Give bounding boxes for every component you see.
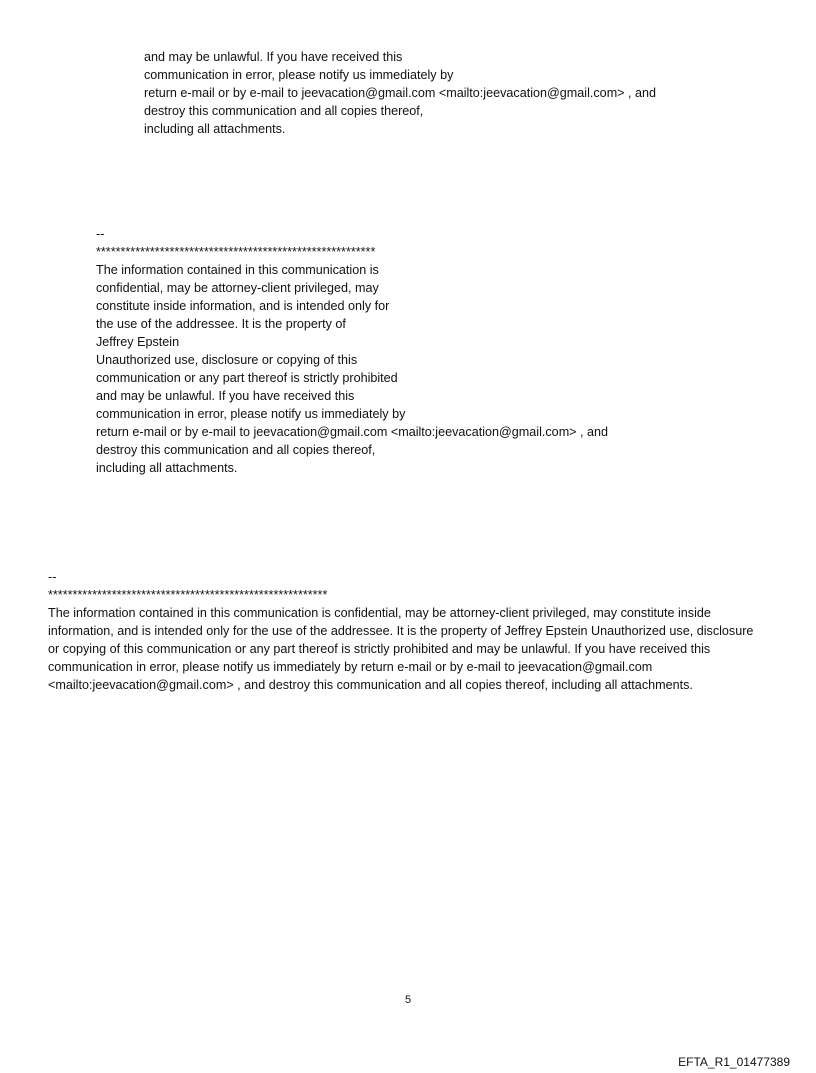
text-line: destroy this communication and all copies thereof, [96,443,376,457]
separator-stars: ********************************************************* [48,588,328,602]
text-line: Unauthorized use, disclosure or copying of this [96,353,358,367]
text-line: return e-mail or by e-mail to jeevacation@gmail.com <mailto:jeevacation@gmail.com> , and [96,425,609,439]
quoted-disclaimer-level-1 [96,225,608,477]
text-line: communication in error, please notify us immediately by [96,407,406,421]
text-line: the use of the addressee. It is the property of [96,317,346,331]
text-line: constitute inside information, and is intended only for [96,299,390,313]
text-line: The information contained in this communication is [96,263,379,277]
text-line: destroy this communication and all copies thereof, [144,104,424,118]
separator-stars: ********************************************************* [96,245,376,259]
page-number: 5 [404,994,412,1006]
disclaimer-paragraph: The information contained in this communication is confidential, may be attorney-client privileged, may constitute inside information, and is intended only for the use of the addressee. It is the property of Jeffrey Epstein Unauthorized use, disclosure or copying of this communication or any part thereof is strictly prohibited and may be unlawful. If you have received this communication in error, please notify us immediately by return e-mail or by e-mail to jeevacation@gmail.com <mailto:jeevacation@gmail.com> , and destroy this communication and all copies thereof, including all attachments. [48,606,754,692]
text-line: and may be unlawful. If you have received this [144,50,403,64]
text-line: return e-mail or by e-mail to jeevacation@gmail.com <mailto:jeevacation@gmail.com> , and [144,86,657,100]
separator-dash: -- [48,570,57,584]
separator-dash: -- [96,227,105,241]
text-line: including all attachments. [144,122,286,136]
text-line: and may be unlawful. If you have received this [96,389,355,403]
text-line: communication or any part thereof is strictly prohibited [96,371,398,385]
quoted-disclaimer-level-2 [144,48,656,138]
text-line: including all attachments. [96,461,238,475]
text-line: confidential, may be attorney-client privileged, may [96,281,379,295]
text-line: communication in error, please notify us immediately by [144,68,454,82]
document-id: EFTA_R1_01477389 [678,1055,790,1069]
email-disclaimer [48,568,768,694]
text-line: Jeffrey Epstein [96,335,180,349]
